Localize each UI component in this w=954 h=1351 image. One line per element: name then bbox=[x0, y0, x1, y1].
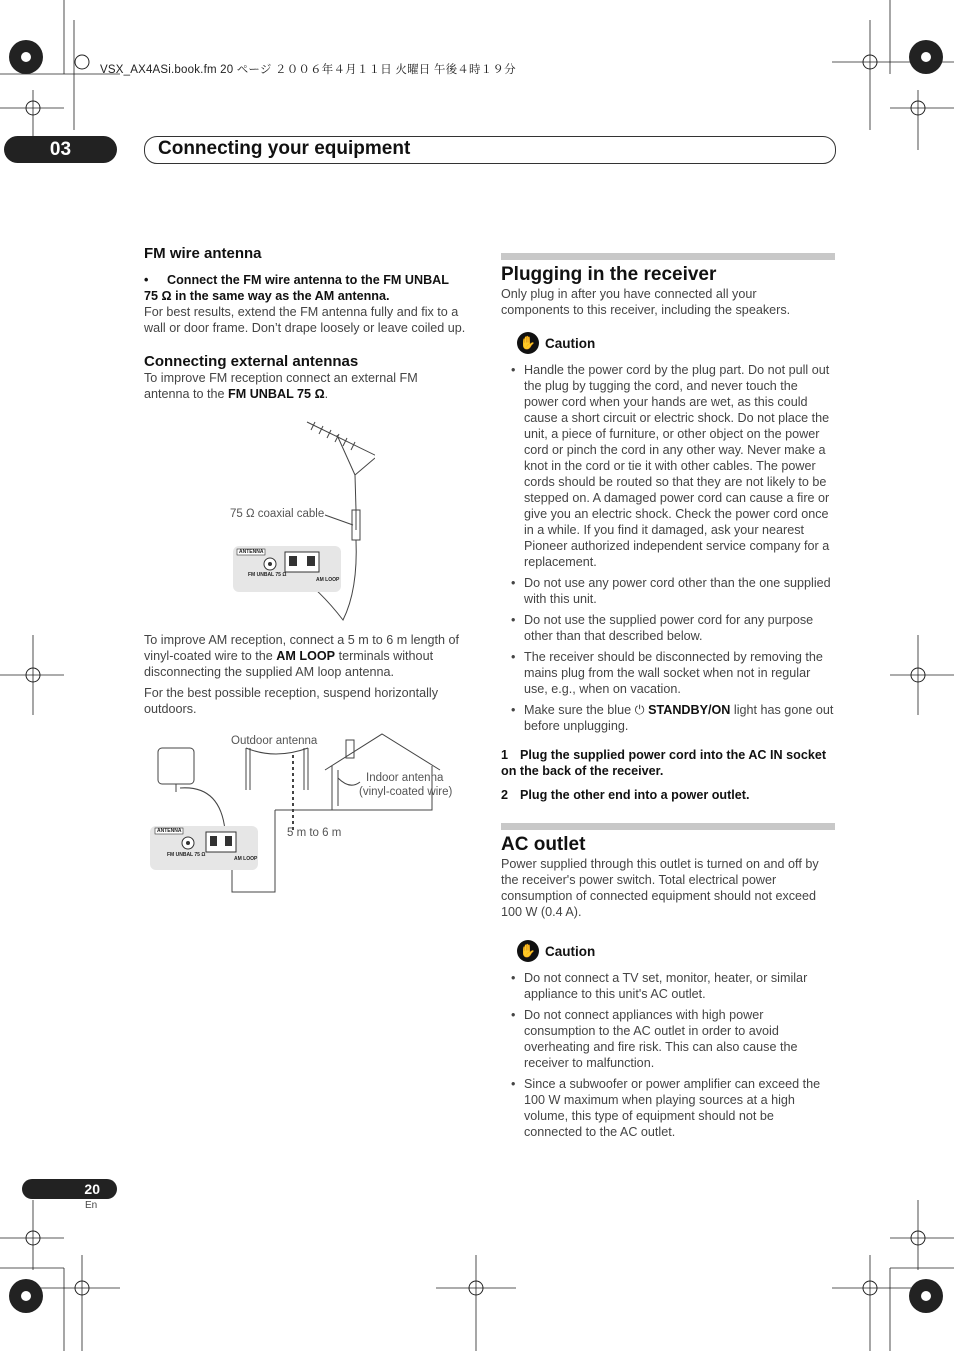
plugging-caution-label: Caution bbox=[545, 335, 596, 351]
ac-outlet-body: Power supplied through this outlet is turned on and off by the receiver's power switch. Total electrical power consumption of connected equipment should not exceed 100 W (0.4 A). bbox=[501, 857, 819, 919]
panel1-antenna-label: ANTENNA bbox=[239, 549, 264, 555]
section-divider-plugging bbox=[501, 253, 835, 260]
ac-outlet-heading: AC outlet bbox=[501, 834, 586, 855]
section-divider-ac bbox=[501, 823, 835, 830]
outdoor-antenna-label: Outdoor antenna bbox=[231, 735, 318, 747]
fm-wire-bullet-line1: Connect the FM wire antenna to the FM UNBAL bbox=[167, 273, 449, 287]
am-p1-text: To improve AM reception, connect a 5 m to 6 m length of vinyl-coated wire to the bbox=[144, 633, 460, 663]
indoor-antenna-label: Indoor antenna bbox=[366, 772, 444, 784]
language-code: En bbox=[85, 1200, 98, 1211]
step-2-text: Plug the other end into a power outlet. bbox=[520, 788, 750, 802]
am-p1-bold: AM LOOP bbox=[276, 649, 336, 663]
plugging-intro: Only plug in after you have connected all your components to this receiver, including the speakers. bbox=[501, 287, 791, 317]
step-1-text: Plug the supplied power cord into the AC IN socket on the back of the receiver. bbox=[501, 748, 827, 778]
step-2 bbox=[501, 787, 835, 803]
list-item: • Do not use any power cord other than the one supplied with this unit. bbox=[501, 575, 835, 607]
standby-bullet-suffix: light has gone out before unplugging. bbox=[524, 703, 834, 733]
list-item: • Do not connect a TV set, monitor, heater, or similar appliance to this unit's AC outlet. bbox=[501, 970, 835, 1002]
step-1-number: 1 bbox=[501, 748, 509, 762]
am-paragraph-1 bbox=[144, 632, 480, 680]
external-body-text: To improve FM reception connect an external FM antenna to the bbox=[144, 371, 418, 401]
page-number-badge bbox=[22, 1179, 117, 1199]
ac-caution bbox=[517, 940, 835, 962]
list-item bbox=[501, 702, 835, 734]
step-2-number: 2 bbox=[501, 788, 509, 802]
wire-length-label: 5 m to 6 m bbox=[287, 827, 342, 839]
plugging-heading: Plugging in the receiver bbox=[501, 264, 717, 285]
list-item: • Since a subwoofer or power amplifier can exceed the 100 W maximum when playing sources at a high volume, this type of equipment should not be connected to the AC outlet. bbox=[501, 1076, 835, 1140]
standby-on-label: STANDBY/ON bbox=[648, 703, 731, 717]
external-body-bold: FM UNBAL 75 Ω bbox=[228, 387, 325, 401]
fm-wire-bullet: • Connect the FM wire antenna to the FM UNBAL 75 Ω in the same way as the AM antenna. bbox=[144, 273, 449, 303]
am-p1-suffix: terminals without disconnecting the supplied AM loop antenna. bbox=[144, 649, 434, 679]
vinyl-wire-label: (vinyl-coated wire) bbox=[359, 786, 453, 798]
fm-wire-body: For best results, extend the FM antenna fully and fix to a wall or door frame. Don’t drape loosely or leave coiled up. bbox=[144, 305, 466, 335]
fm-wire-bullet-line2: 75 Ω in the same way as the AM antenna. bbox=[144, 289, 390, 303]
step-1 bbox=[501, 747, 835, 779]
plugging-section bbox=[501, 264, 835, 803]
panel2-am-label: AM LOOP bbox=[234, 856, 258, 862]
chapter-title-box bbox=[144, 136, 836, 164]
external-antennas-heading: Connecting external antennas bbox=[144, 353, 359, 370]
list-item: • The receiver should be disconnected by removing the mains plug from the wall socket when not in regular use, e.g., when on vacation. bbox=[501, 649, 835, 697]
coaxial-cable-label: 75 Ω coaxial cable bbox=[230, 508, 325, 520]
ac-caution-label: Caution bbox=[545, 943, 596, 959]
am-paragraph-2: For the best possible reception, suspend horizontally outdoors. bbox=[144, 686, 439, 716]
plugging-caution-list bbox=[501, 362, 835, 734]
file-info-header: VSX_AX4ASi.book.fm 20 ページ ２００６年４月１１日 火曜日 午後４時１９分 bbox=[100, 64, 516, 76]
external-body-suffix: . bbox=[324, 387, 329, 401]
am-section bbox=[144, 632, 480, 717]
chapter-title: Connecting your equipment bbox=[158, 138, 411, 159]
chapter-number-badge: 03 bbox=[4, 136, 117, 163]
power-icon: ⏻ bbox=[634, 703, 649, 717]
list-item: • Do not connect appliances with high power consumption to the AC outlet in order to avoid overheating and fire risk. This can also cause the receiver to malfunction. bbox=[501, 1007, 835, 1071]
panel2-antenna-label: ANTENNA bbox=[157, 828, 182, 834]
caution-hand-icon: ✋ bbox=[517, 940, 539, 962]
ac-caution-list bbox=[501, 970, 835, 1140]
standby-bullet-text: Make sure the blue bbox=[524, 703, 635, 717]
panel1-am-label: AM LOOP bbox=[316, 577, 340, 583]
left-column bbox=[144, 245, 480, 402]
panel2-fm-label: FM UNBAL 75 Ω bbox=[167, 852, 206, 858]
list-item: • Do not use the supplied power cord for any purpose other than that described below. bbox=[501, 612, 835, 644]
plugging-caution bbox=[517, 332, 835, 354]
fm-wire-heading: FM wire antenna bbox=[144, 245, 262, 262]
page-number: 20 bbox=[84, 1181, 100, 1197]
ac-outlet-section bbox=[501, 834, 835, 1145]
am-antenna-diagram bbox=[150, 730, 470, 900]
external-antennas-body bbox=[144, 370, 480, 402]
panel1-fm-label: FM UNBAL 75 Ω bbox=[248, 572, 287, 578]
list-item: • Handle the power cord by the plug part. Do not pull out the plug by tugging the cord, and never touch the power cord when your hands are wet, as this could cause a short circuit or electric shock. Do not place the unit, a piece of furniture, or other object on the power cord or pinch the cord in any other way. Never make a knot in the cord or tie it with other cables. The power cords should be routed so that they are not likely to be stepped on. A damaged power cord can cause a fire or give you an electric shock. Check the power cord once in a while. If you find it damaged, ask your nearest Pioneer authorized independent service company for a replacement. bbox=[501, 362, 835, 570]
caution-hand-icon: ✋ bbox=[517, 332, 539, 354]
